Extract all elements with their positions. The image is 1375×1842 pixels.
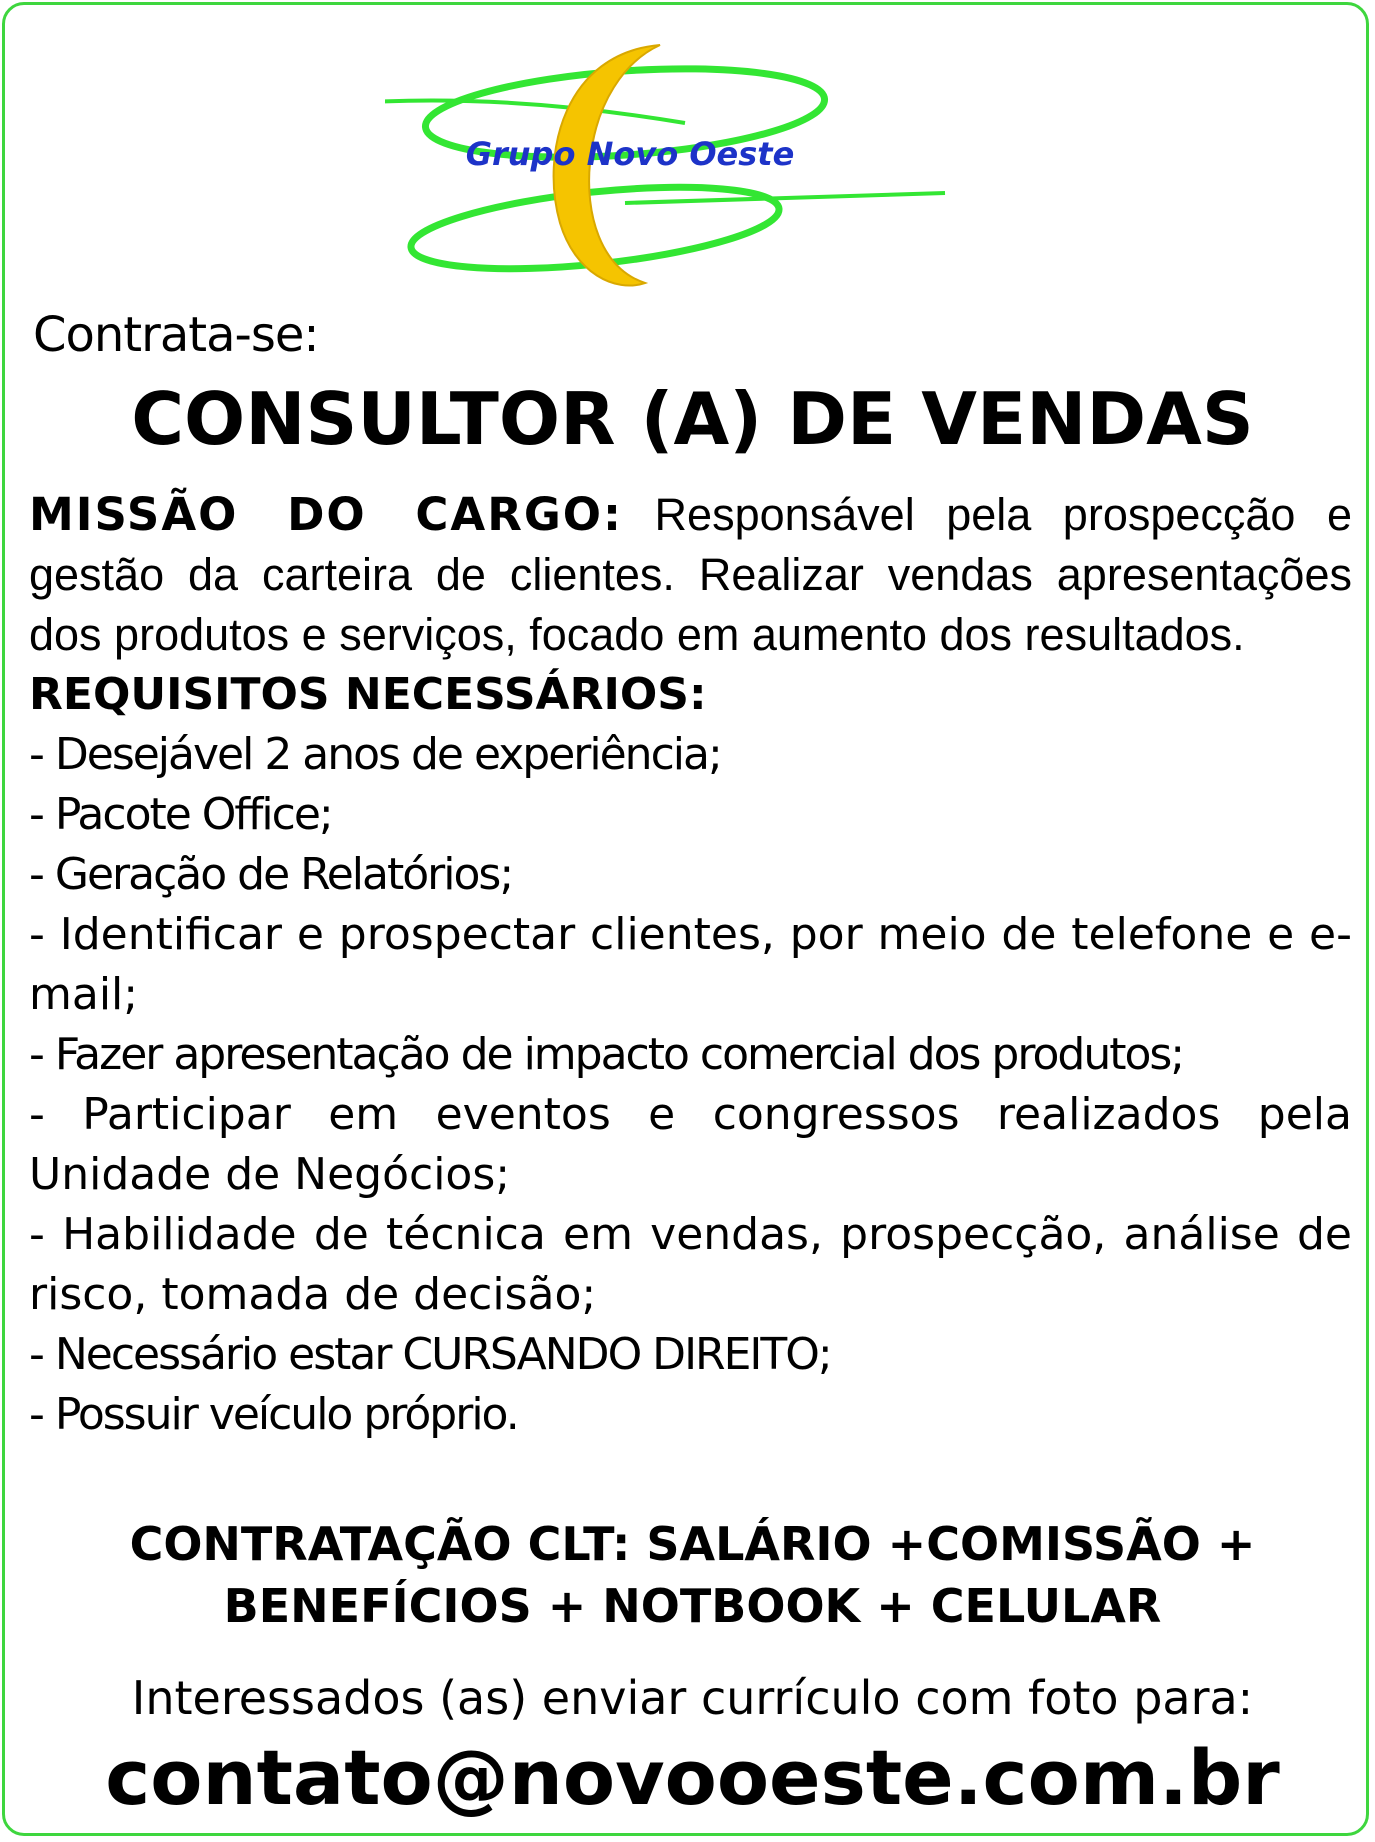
contract-line-1: CONTRATAÇÃO CLT: SALÁRIO +COMISSÃO + [129, 1517, 1256, 1571]
requirement-item: - Necessário estar CURSANDO DIREITO; [29, 1329, 831, 1380]
job-ad-card [2, 2, 1369, 1836]
requirement-item: - Pacote Office; [29, 789, 332, 840]
requirement-item: - Possuir veículo próprio. [29, 1389, 518, 1440]
logo-text: Grupo Novo Oeste [465, 135, 795, 173]
company-logo [385, 33, 955, 293]
job-description [29, 485, 1352, 1445]
job-title: CONSULTOR (A) DE VENDAS [131, 377, 1254, 461]
requirement-item: - Participar em eventos e congressos realizados pela Unidade de Negócios; [29, 1089, 1352, 1200]
requirement-item: - Fazer apresentação de impacto comercial dos produtos; [29, 1029, 1184, 1080]
mission-text: Responsável pela prospecção e gestão da carteira de clientes. Realizar vendas apresentações dos produtos e serviços, focado em aumento dos resultados. [29, 489, 1352, 660]
requirement-item: - Geração de Relatórios; [29, 849, 513, 900]
contact-intro: Interessados (as) enviar currículo com foto para: [131, 1671, 1254, 1725]
requirements-label: REQUISITOS NECESSÁRIOS: [29, 669, 707, 720]
requirement-item: - Identificar e prospectar clientes, por meio de telefone e e-mail; [29, 909, 1352, 1020]
contract-terms [5, 1513, 1375, 1637]
contract-line-2: BENEFÍCIOS + NOTBOOK + CELULAR [223, 1579, 1162, 1633]
hiring-heading: Contrata-se: [33, 307, 319, 363]
mission-label: MISSÃO DO CARGO: [29, 488, 624, 541]
requirement-item: - Desejável 2 anos de experiência; [29, 729, 721, 780]
requirement-item: - Habilidade de técnica em vendas, prospecção, análise de risco, tomada de decisão; [29, 1209, 1352, 1320]
requirements-list [29, 725, 1352, 1445]
contact-email: contato@novooeste.com.br [105, 1733, 1280, 1822]
mission-paragraph [29, 485, 1352, 665]
